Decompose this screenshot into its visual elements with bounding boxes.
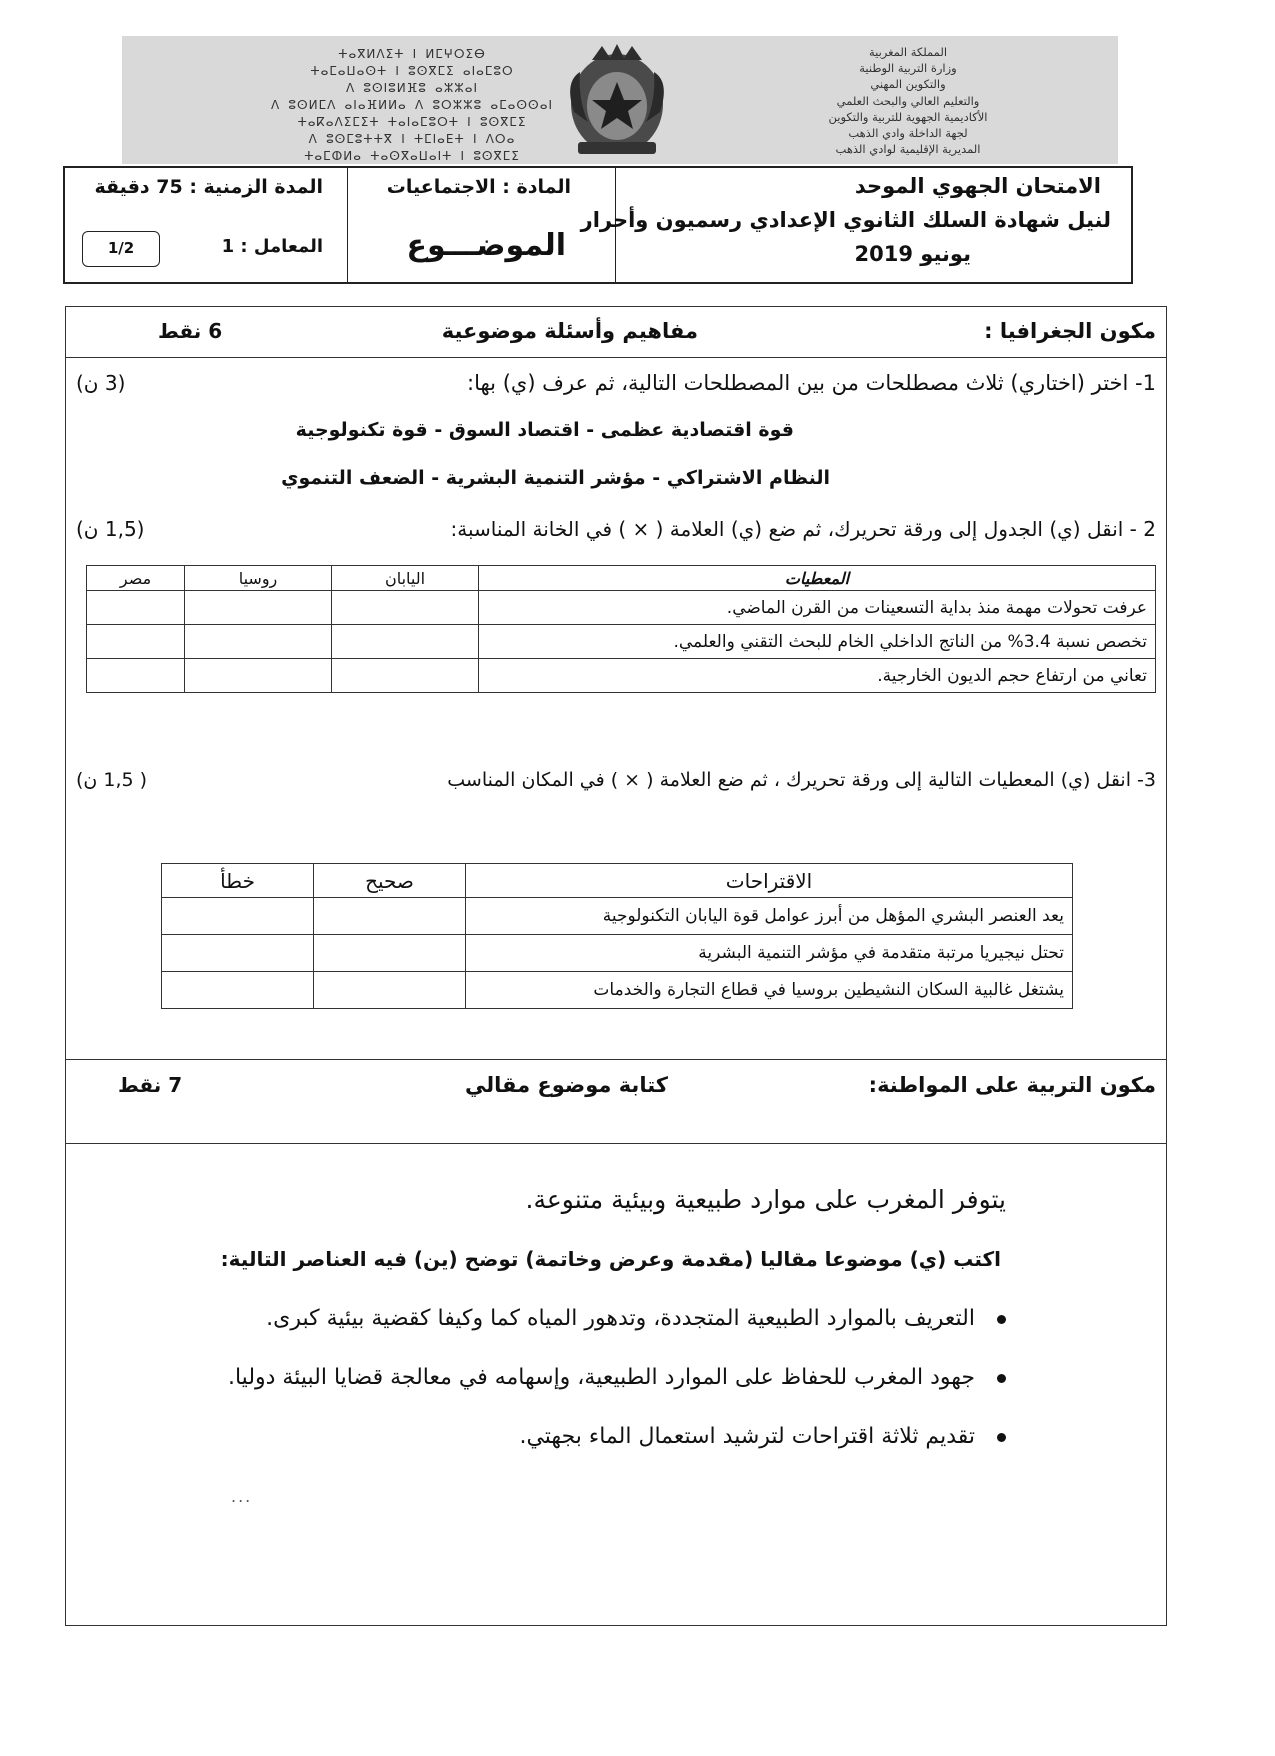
geography-component-title: مكون الجغرافيا : <box>984 319 1156 343</box>
tifinagh-line: ⵜⴰⵎⵀⵍⴰ ⵜⴰⵙⴳⴰⵡⴰⵏⵜ ⵏ ⵓⵙⴳⵎⵉ <box>304 149 520 163</box>
table-cell: تعاني من ارتفاع حجم الديون الخارجية. <box>479 659 1156 693</box>
column-header: مصر <box>87 566 185 591</box>
section-divider <box>66 1143 1166 1144</box>
table-row <box>87 625 1156 659</box>
table-header-row <box>162 864 1073 898</box>
answer-cell[interactable] <box>185 625 332 659</box>
letterhead-line: المملكة المغربية <box>868 45 948 59</box>
trailing-marks: ... <box>231 1487 253 1506</box>
essay-bullet <box>266 1306 1006 1331</box>
letterhead-line: وزارة التربية الوطنية <box>859 61 957 76</box>
answer-cell[interactable] <box>314 898 466 935</box>
table-row <box>87 591 1156 625</box>
answer-cell[interactable] <box>87 625 185 659</box>
column-header: الاقتراحات <box>466 864 1073 898</box>
answer-cell[interactable] <box>162 935 314 972</box>
question-1-terms-line-1: قوة اقتصادية عظمى - اقتصاد السوق - قوة تكنولوجية <box>295 419 794 441</box>
subject-label: المادة : الاجتماعيات <box>386 176 571 198</box>
answer-cell[interactable] <box>162 898 314 935</box>
tifinagh-line: ⴷ ⵓⵙⵍⵎⴷ ⴰⵏⴰⴼⵍⵍⴰ ⴷ ⵓⵔⵣⵣⵓ ⴰⵎⴰⵙⵙⴰⵏ <box>271 98 553 112</box>
essay-instruction: اكتب (ي) موضوعا مقاليا (مقدمة وعرض وخاتمة) توضح (ين) فيه العناصر التالية: <box>220 1247 1001 1271</box>
answer-cell[interactable] <box>332 625 479 659</box>
question-3-table <box>161 863 1073 1009</box>
letterhead-line: المديرية الإقليمية لوادي الذهب <box>835 142 981 157</box>
letterhead-arabic <box>738 44 1078 160</box>
kingdom-emblem-icon <box>558 42 676 160</box>
answer-cell[interactable] <box>87 591 185 625</box>
bullet-dot-icon <box>997 1315 1006 1324</box>
exam-coefficient: المعامل : 1 <box>221 236 323 257</box>
column-header: اليابان <box>332 566 479 591</box>
question-2-prompt: 2 - انقل (ي) الجدول إلى ورقة تحريرك، ثم ضع (ي) العلامة ( × ) في الخانة المناسبة: <box>450 517 1156 541</box>
essay-bullet <box>228 1365 1006 1390</box>
table-cell: يشتغل غالبية السكان النشيطين بروسيا في قطاع التجارة والخدمات <box>466 972 1073 1009</box>
geography-points: 6 نقط <box>158 319 223 343</box>
letterhead-line: والتعليم العالي والبحث العلمي <box>836 93 980 108</box>
table-cell: تحتل نيجيريا مرتبة متقدمة في مؤشر التنمية البشرية <box>466 935 1073 972</box>
table-cell: عرفت تحولات مهمة منذ بداية التسعينات من القرن الماضي. <box>479 591 1156 625</box>
exam-subtitle: لنيل شهادة السلك الثانوي الإعدادي رسميون وأحرار <box>580 208 1111 232</box>
page-number-badge: 1/2 <box>82 231 160 267</box>
tifinagh-line: ⵜⴰⵎⴰⵡⴰⵙⵜ ⵏ ⵓⵙⴳⵎⵉ ⴰⵏⴰⵎⵓⵔ <box>310 64 514 78</box>
citizenship-points: 7 نقط <box>118 1073 183 1097</box>
tifinagh-line: ⴷ ⵓⵙⵎⵓⵜⵜⴳ ⵏ ⵜⵎⵏⴰⴹⵜ ⵏ ⴷⵔⴰ <box>308 132 516 146</box>
essay-bullet <box>519 1424 1006 1449</box>
question-1-terms-line-2: النظام الاشتراكي - مؤشر التنمية البشرية - الضعف التنموي <box>281 467 830 489</box>
question-2-score: (1,5 ن) <box>76 517 145 541</box>
bullet-dot-icon <box>997 1374 1006 1383</box>
exam-header <box>63 166 1133 284</box>
exam-session: يونيو 2019 <box>854 242 971 266</box>
table-row <box>162 935 1073 972</box>
letterhead <box>122 36 1118 164</box>
table-header-row <box>87 566 1156 591</box>
exam-body <box>65 306 1167 1626</box>
table-row <box>162 972 1073 1009</box>
question-3-prompt: 3- انقل (ي) المعطيات التالية إلى ورقة تحريرك ، ثم ضع العلامة ( × ) في المكان المناسب <box>447 769 1156 791</box>
section-divider <box>66 1059 1166 1060</box>
answer-cell[interactable] <box>332 659 479 693</box>
question-3-score: ( 1,5 ن) <box>76 769 148 791</box>
question-2-table <box>86 565 1156 693</box>
essay-statement: يتوفر المغرب على موارد طبيعية وبيئية متنوعة. <box>525 1185 1006 1214</box>
letterhead-line: لجهة الداخلة وادي الذهب <box>848 126 968 141</box>
letterhead-line: الأكاديمية الجهوية للتربية والتكوين <box>828 109 988 124</box>
citizenship-component-title: مكون التربية على المواطنة: <box>868 1073 1156 1097</box>
exam-title: الامتحان الجهوي الموحد <box>854 174 1101 198</box>
answer-cell[interactable] <box>87 659 185 693</box>
tifinagh-line: ⵜⴰⴳⵍⴷⵉⵜ ⵏ ⵍⵎⵖⵔⵉⴱ <box>338 47 486 61</box>
table-cell: يعد العنصر البشري المؤهل من أبرز عوامل قوة اليابان التكنولوجية <box>466 898 1073 935</box>
answer-cell[interactable] <box>314 935 466 972</box>
table-row <box>87 659 1156 693</box>
section-divider <box>66 357 1166 358</box>
question-1-prompt: 1- اختر (اختاري) ثلاث مصطلحات من بين المصطلحات التالية، ثم عرف (ي) بها: <box>467 371 1156 395</box>
bullet-dot-icon <box>997 1433 1006 1442</box>
column-header: صحيح <box>314 864 466 898</box>
letterhead-line: والتكوين المهني <box>870 77 946 92</box>
document-type: الموضـــوع <box>406 228 566 263</box>
answer-cell[interactable] <box>314 972 466 1009</box>
answer-cell[interactable] <box>162 972 314 1009</box>
column-header: خطأ <box>162 864 314 898</box>
tifinagh-line: ⵜⴰⴽⴰⴷⵉⵎⵉⵜ ⵜⴰⵏⴰⵎⵓⵔⵜ ⵏ ⵓⵙⴳⵎⵉ <box>297 115 527 129</box>
answer-cell[interactable] <box>185 659 332 693</box>
table-row <box>162 898 1073 935</box>
essay-bullet-text: تقديم ثلاثة اقتراحات لترشيد استعمال الماء بجهتي. <box>519 1424 975 1449</box>
answer-cell[interactable] <box>185 591 332 625</box>
column-header: روسيا <box>185 566 332 591</box>
essay-bullet-text: التعريف بالموارد الطبيعية المتجددة، وتدهور المياه كما وكيفا كقضية بيئية كبرى. <box>266 1306 975 1331</box>
essay-bullet-text: جهود المغرب للحفاظ على الموارد الطبيعية، وإسهامه في معالجة قضايا البيئة دوليا. <box>227 1365 975 1390</box>
question-1-score: (3 ن) <box>76 371 126 395</box>
letterhead-tifinagh <box>262 46 562 163</box>
column-header: المعطيات <box>479 566 1156 591</box>
exam-duration: المدة الزمنية : 75 دقيقة <box>94 176 323 198</box>
geography-topic: مفاهيم وأسئلة موضوعية <box>441 319 698 343</box>
table-cell: تخصص نسبة 3.4% من الناتج الداخلي الخام للبحث التقني والعلمي. <box>479 625 1156 659</box>
citizenship-topic: كتابة موضوع مقالي <box>464 1073 668 1097</box>
tifinagh-line: ⴷ ⵓⵙⵏⵓⵍⴼⵓ ⴰⵣⵣⴰⵏ <box>345 81 479 95</box>
answer-cell[interactable] <box>332 591 479 625</box>
header-divider <box>347 168 348 282</box>
